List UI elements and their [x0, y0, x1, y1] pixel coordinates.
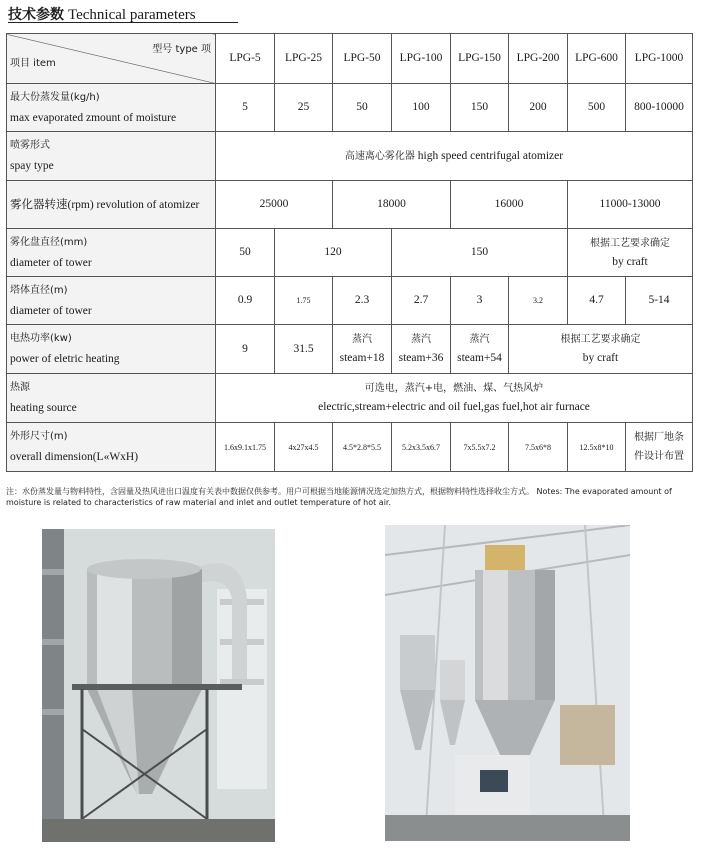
- power-steam-cell: [392, 325, 451, 374]
- evap-cell: 500: [568, 84, 626, 132]
- dim-cell: 4x27x4.5: [275, 423, 333, 472]
- evap-cell: 5: [216, 84, 275, 132]
- dim-last-2: 件设计布置: [634, 451, 684, 462]
- model-header: LPG-5: [216, 34, 275, 84]
- evap-label: [7, 84, 216, 132]
- rpm-cell: 11000-13000: [568, 181, 693, 229]
- evap-label-cn: 最大份蒸发量(kg/h): [10, 91, 100, 103]
- heat-label-cn: 热源: [10, 382, 30, 393]
- disc-craft-en: by craft: [612, 255, 648, 268]
- rpm-row: [7, 181, 693, 229]
- steam-value: steam+18: [339, 352, 385, 364]
- heat-value: [216, 374, 693, 423]
- tower-cell: 0.9: [216, 277, 275, 325]
- evap-label-en: max evaporated zmount of moisture: [10, 111, 177, 124]
- tower-row: [7, 277, 693, 325]
- power-craft-cn: 根据工艺要求确定: [560, 334, 641, 345]
- header-row: [7, 34, 693, 84]
- disc-label-en: diameter of tower: [10, 256, 92, 269]
- tower-cell: 5-14: [626, 277, 693, 325]
- heat-label-en: heating source: [10, 402, 77, 414]
- power-craft-en: by craft: [582, 352, 619, 364]
- heat-label: [7, 374, 216, 423]
- disc-row: [7, 229, 693, 277]
- dim-row: [7, 423, 693, 472]
- model-header: LPG-200: [509, 34, 568, 84]
- power-label-en: power of eletric heating: [10, 353, 120, 365]
- evap-row: [7, 84, 693, 132]
- title-underline: [8, 22, 238, 23]
- dim-label: [7, 423, 216, 472]
- tower-label-en: diameter of tower: [10, 304, 92, 317]
- page-title: [8, 4, 196, 24]
- footnote: 注：水份蒸发量与物料特性，含固量及热风进出口温度有关表中数据仅供参考。用户可根据当地能源情况选定加热方式，根据物料特性选择收尘方式。 Notes: The evaporated amount of moisture is related to characteristics of raw material and inlet and outlet temperature of hot air.: [6, 487, 672, 507]
- steam-value: steam+54: [457, 352, 502, 364]
- disc-cell: 50: [216, 229, 275, 277]
- model-header: LPG-1000: [626, 34, 693, 84]
- disc-craft-cell: [568, 229, 693, 277]
- heat-value-en: electric,stream+electric and oil fuel,gas fuel,hot air furnace: [318, 401, 590, 413]
- item-label: 项目 item: [10, 58, 56, 69]
- disc-label: [7, 229, 216, 277]
- steam-cn: 蒸汽: [352, 334, 372, 345]
- rpm-label: [7, 181, 216, 229]
- model-header: LPG-50: [333, 34, 392, 84]
- type-label: 型号 type 项: [152, 44, 211, 55]
- header-corner-cell: [7, 34, 216, 84]
- dim-cell: 7.5x6*8: [509, 423, 568, 472]
- dim-cell: 1.6x9.1x1.75: [216, 423, 275, 472]
- power-steam-cell: [333, 325, 392, 374]
- model-header: LPG-25: [275, 34, 333, 84]
- disc-cell: 120: [275, 229, 392, 277]
- dim-cell: 4.5*2.8*5.5: [333, 423, 392, 472]
- heat-value-cn: 可选电，蒸汽+电，燃油、煤、气热风炉: [364, 383, 544, 394]
- spec-table: [6, 33, 693, 472]
- power-label-cn: 电热功率(kw): [10, 333, 72, 344]
- evap-cell: 150: [451, 84, 509, 132]
- tower-label-cn: 塔体直径(m): [10, 284, 68, 296]
- spray-label: [7, 132, 216, 181]
- power-cell: 31.5: [275, 325, 333, 374]
- spray-label-en: spay type: [10, 160, 54, 172]
- dim-last-1: 根据厂地条: [634, 432, 684, 443]
- rpm-cell: 25000: [216, 181, 333, 229]
- title-cn: 技术参数: [8, 7, 64, 23]
- tower-cell: 3.2: [509, 277, 568, 325]
- dim-label-en: overall dimension(L«WxH): [10, 451, 139, 463]
- dim-cell: 7x5.5x7.2: [451, 423, 509, 472]
- spray-value-cn: 高速离心雾化器: [344, 150, 415, 162]
- evap-cell: 50: [333, 84, 392, 132]
- spray-row: [7, 132, 693, 181]
- tower-cell: 2.3: [333, 277, 392, 325]
- title-en: Technical parameters: [68, 7, 196, 23]
- tower-cell: 4.7: [568, 277, 626, 325]
- evap-cell: 100: [392, 84, 451, 132]
- evap-cell: 800-10000: [626, 84, 693, 132]
- heat-row: [7, 374, 693, 423]
- tower-cell: 3: [451, 277, 509, 325]
- evap-cell: 200: [509, 84, 568, 132]
- power-cell: 9: [216, 325, 275, 374]
- spray-dryer-photo-right: [385, 525, 630, 841]
- rpm-cell: 18000: [333, 181, 451, 229]
- power-label: [7, 325, 216, 374]
- model-header: LPG-600: [568, 34, 626, 84]
- model-header: LPG-100: [392, 34, 451, 84]
- spray-value: [216, 132, 693, 181]
- steam-cn: 蒸汽: [411, 334, 431, 345]
- steam-value: steam+36: [398, 352, 444, 364]
- tower-cell: 1.75: [275, 277, 333, 325]
- disc-label-cn: 雾化盘直径(mm): [10, 236, 88, 248]
- rpm-label-text: 雾化器转速(rpm) revolution of atomizer: [10, 198, 200, 211]
- disc-craft-cn: 根据工艺要求确定: [590, 237, 670, 249]
- dim-label-cn: 外形尺寸(m): [10, 431, 68, 442]
- power-row: [7, 325, 693, 374]
- evap-cell: 25: [275, 84, 333, 132]
- spray-value-en: high speed centrifugal atomizer: [417, 149, 564, 162]
- spray-label-cn: 喷雾形式: [10, 140, 50, 151]
- model-header: LPG-150: [451, 34, 509, 84]
- tower-label: [7, 277, 216, 325]
- power-steam-cell: [451, 325, 509, 374]
- power-craft-cell: [509, 325, 693, 374]
- dim-cell: 12.5x8*10: [568, 423, 626, 472]
- spray-dryer-photo-left: [42, 529, 275, 842]
- dim-last-cell: [626, 423, 693, 472]
- disc-cell: 150: [392, 229, 568, 277]
- tower-cell: 2.7: [392, 277, 451, 325]
- dim-cell: 5.2x3.5x6.7: [392, 423, 451, 472]
- rpm-cell: 16000: [451, 181, 568, 229]
- steam-cn: 蒸汽: [469, 334, 490, 345]
